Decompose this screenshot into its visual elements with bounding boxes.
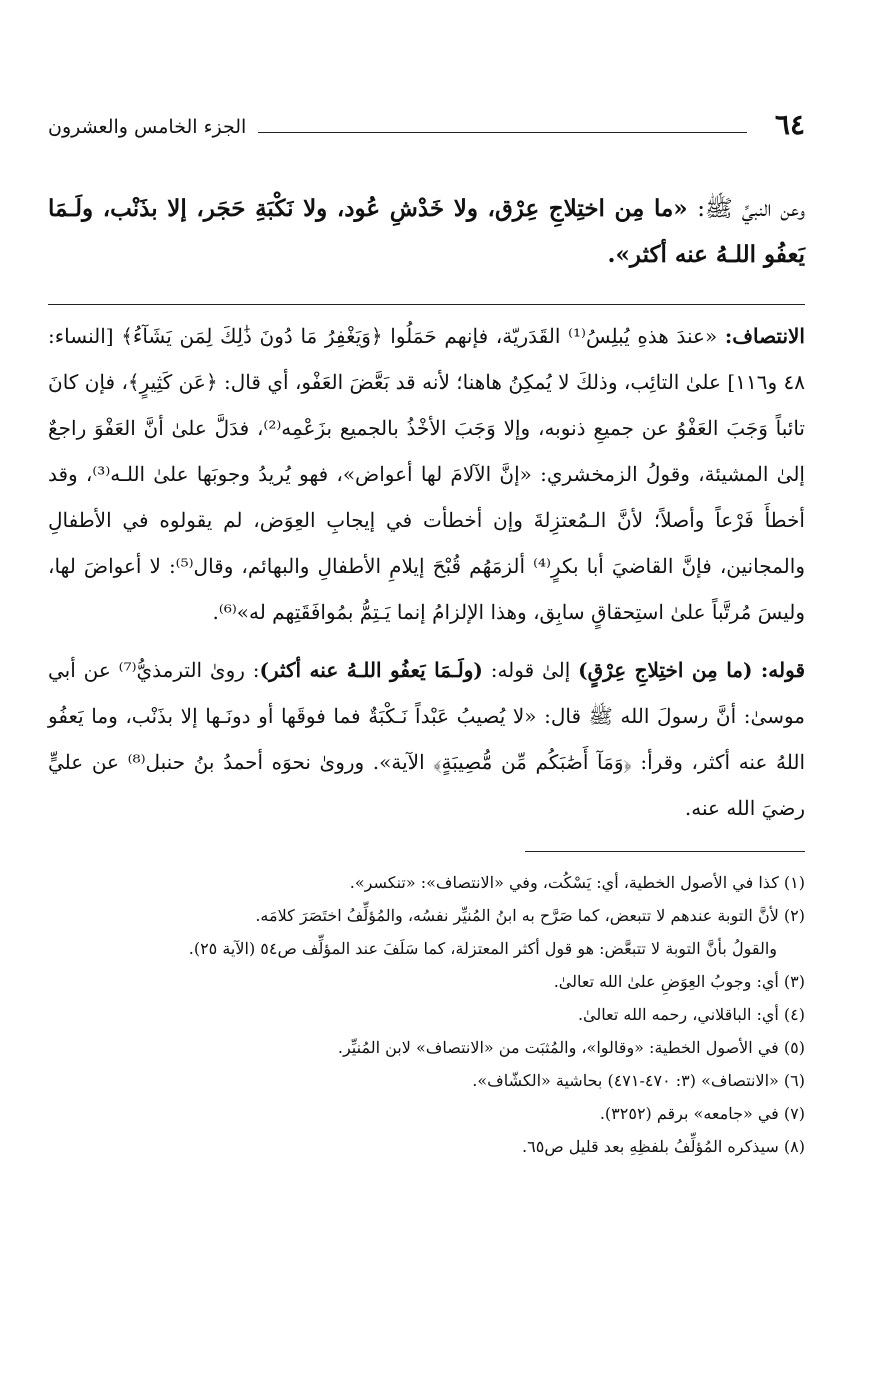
page-number: ٦٤ xyxy=(774,108,805,141)
footnote: (٦) «الانتصاف» (٣: ٤٧٠-٤٧١) بحاشية «الكشّاف». xyxy=(472,1071,805,1090)
section-divider xyxy=(48,304,805,305)
footnote: (٢) لأنَّ التوبة عندهم لا تتبعض، كما صَرَّح به ابنُ المُنيِّر نفسُه، والمُؤلِّفُ اختَصَرَ كلامَه. xyxy=(255,906,805,925)
footnotes-list xyxy=(48,866,805,1163)
quote-connector: إلىٰ قوله: xyxy=(482,658,579,682)
paragraph-label: الانتصاف: xyxy=(724,324,805,348)
footnote: (٤) أي: الباقلاني، رحمه الله تعالىٰ. xyxy=(577,1005,805,1024)
footnote: (٣) أي: وجوبُ العِوَضِ علىٰ الله تعالىٰ. xyxy=(553,972,805,991)
header-rule xyxy=(258,132,747,133)
quoted-phrase xyxy=(578,658,805,682)
commentary-paragraph xyxy=(48,313,805,635)
footnote: (١) كذا في الأصول الخطية، أي: يَسْكُت، وفي «الانتصاف»: «تنكسر». xyxy=(349,873,805,892)
footnote-continuation: والقولُ بأنَّ التوبة لا تتبعَّض: هو قول أكثر المعتزلة، كما سَلَفَ عند المؤلِّف ص٥٤ (الآية ٢٥). xyxy=(188,939,777,958)
quoted-start: قوله: (ما مِن اختِلاجِ عِرْقٍ) xyxy=(578,658,806,682)
part-title: الجزء الخامس والعشرون xyxy=(48,116,247,138)
commentary-paragraph xyxy=(48,647,805,831)
footnote: (٧) في «جامعه» برقم (٣٢٥٢). xyxy=(599,1104,805,1123)
footnote-divider xyxy=(525,851,805,852)
book-page xyxy=(48,108,805,1163)
footnote: (٨) سيذكره المُؤلِّفُ بلفظِهِ بعد قليل ص٦٥. xyxy=(522,1137,805,1156)
quoted-end: (ولَـمَا يَعفُو اللـهُ عنه أكثر) xyxy=(259,658,483,682)
paragraph-text: : روىٰ الترمذيُّ⁽⁷⁾ عن أبي موسىٰ: أنَّ رسولَ الله ﷺ قال: «لا يُصيبُ عَبْداً نَـكْبَةٌ فما فوقَها أو دونَـها إلا بذَنْب، وما يَعفُو اللهُ عنه أكثر، وقرأ: ﴿وَمَآ أَصَٰبَكُم مِّن مُّصِيبَةٍ﴾ الآية». وروىٰ نحوَه أحمدُ بنُ حنبل⁽⁸⁾ عن عليٍّ رضيَ الله عنه. xyxy=(48,658,806,820)
hadith-body: «ما مِن اختِلاجِ عِرْق، ولا خَدْشِ عُود، ولا نَكْبَةِ حَجَر، إلا بذَنْب، ولَـمَا يَعفُو اللـهُ عنه أكثر». xyxy=(48,195,805,268)
running-header xyxy=(48,108,805,148)
hadith-lead: وعن النبيِّ ﷺ: xyxy=(697,196,806,222)
footnote: (٥) في الأصول الخطية: «وقالوا»، والمُثبَت من «الانتصاف» لابن المُنيِّر. xyxy=(337,1038,805,1057)
hadith-text xyxy=(48,186,805,278)
paragraph-text: «عندَ هذهِ يُبلِسُ⁽¹⁾ القَدَريّة، فإنهم حَمَلُوا ﴿وَيَغْفِرُ مَا دُونَ ذَٰلِكَ لِمَن يَشَآءُ﴾ [النساء: ٤٨ و١١٦] علىٰ التائِب، وذلكَ لا يُمكِنُ هاهنا؛ لأنه قد بَعَّضَ العَفْو، أي قال: ﴿عَن كَثِيرٍ﴾، فإن كانَ تائباً وَجَبَ العَفْوُ عن جميعِ ذنوبه، وإلا وَجَبَ الأخْذُ بالجميع بزَعْمِه⁽²⁾، فدَلَّ علىٰ أنَّ العَفْوَ راجعٌ إلىٰ المشيئة، وقولُ الزمخشري: «إنَّ الآلامَ لها أعواض»، فهو يُريدُ وجوبَها علىٰ اللـه⁽³⁾، وقد أخطأَ فَرْعاً وأصلاً؛ لأنَّ الـمُعتزِلةَ وإن أخطأت في إيجابِ العِوَض، لم يقولوه في الأطفالِ والمجانين، فإنَّ القاضيَ أبا بكرٍ⁽⁴⁾ ألزمَهُم قُبْحَ إيلامِ الأطفالِ والبهائم، وقال⁽⁵⁾: لا أعواضَ لها، وليسَ مُرتَّباً علىٰ استِحقاقٍ سابِق، وهذا الإلزامُ إنما يَـتِمُّ بمُوافَقَتِهم له»⁽⁶⁾. xyxy=(48,324,806,624)
